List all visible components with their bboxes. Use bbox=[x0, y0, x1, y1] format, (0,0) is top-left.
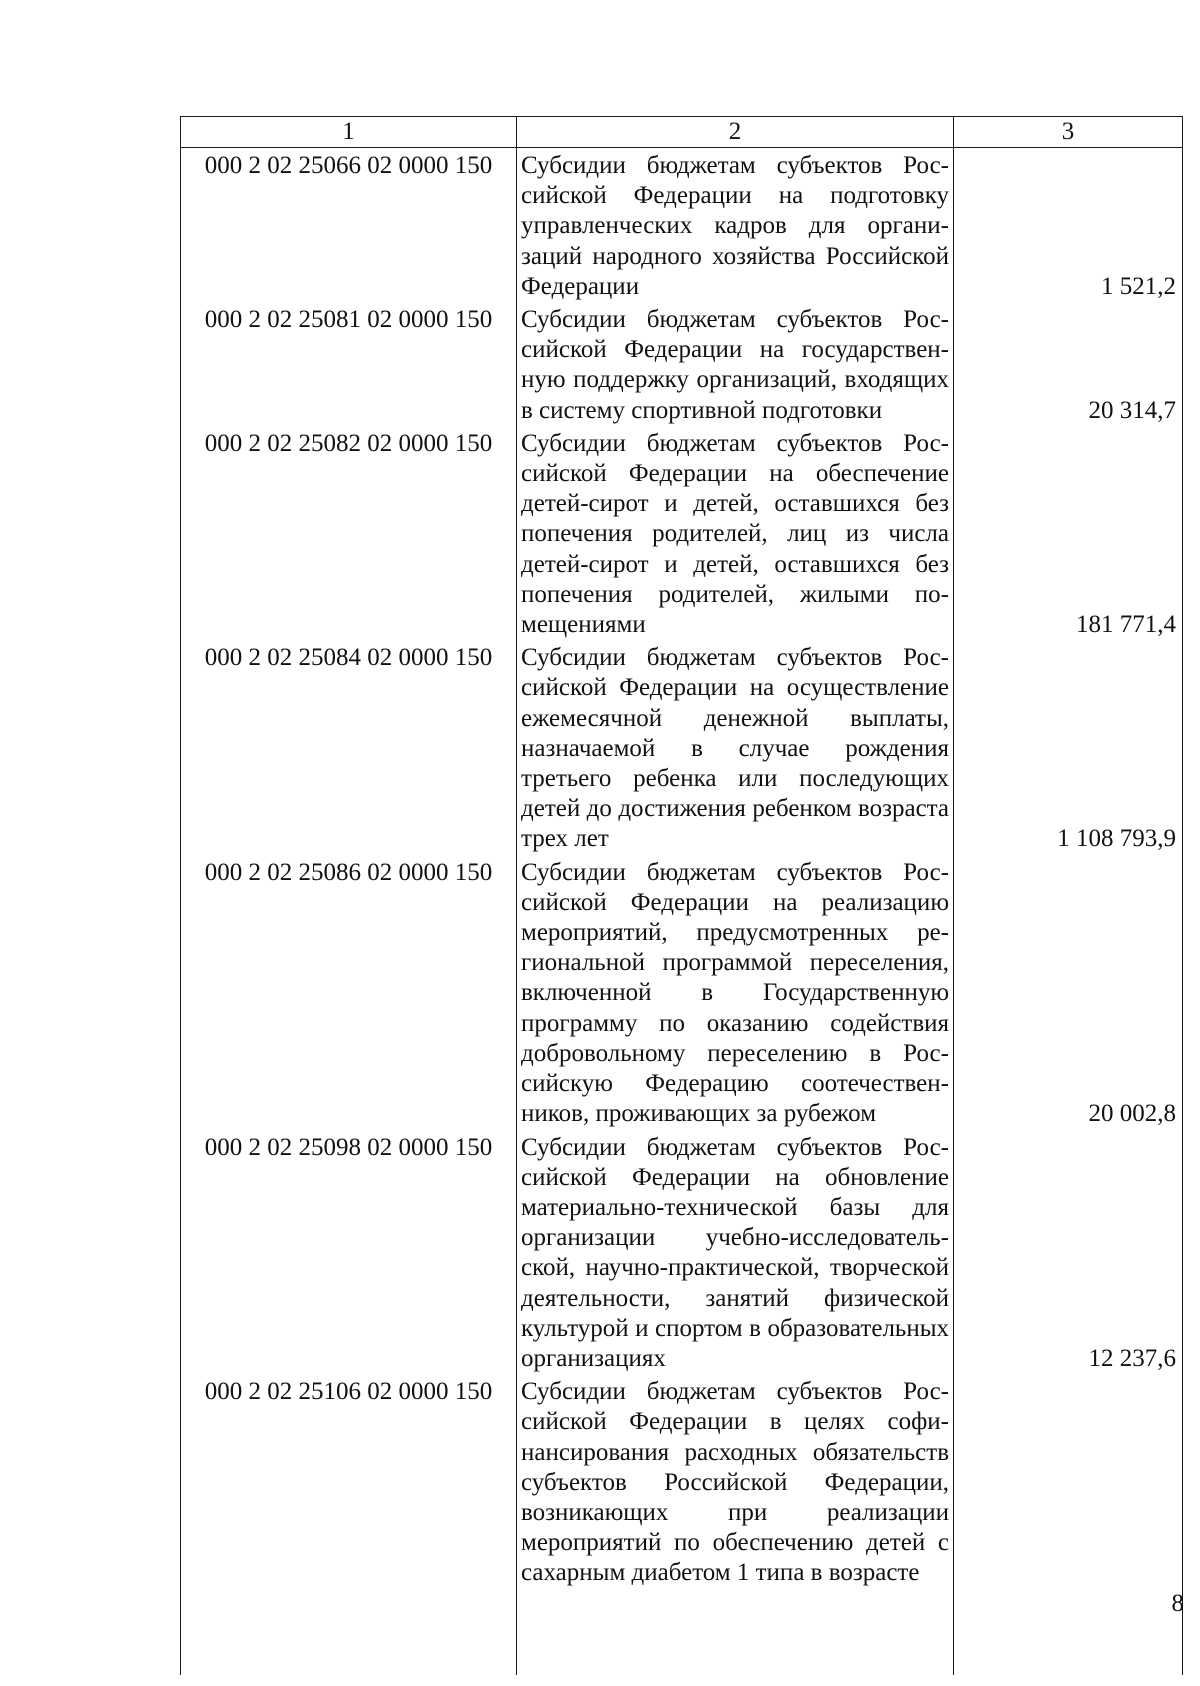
row-code: 000 2 02 25081 02 0000 150 bbox=[181, 302, 517, 426]
table-row bbox=[181, 426, 1183, 640]
row-amount: 181 771,4 bbox=[954, 426, 1183, 640]
budget-table bbox=[180, 116, 1183, 1675]
row-description: Субсидии бюджетам субъектов Российской Федерации в целях софинансирования расходных обязательств субъектов Российской Федерации, возникающих при реализации мероприятий по обеспечению детей с сахарным диабетом 1 типа в возрасте bbox=[517, 1374, 954, 1675]
row-description: Субсидии бюджетам субъектов Российской Федерации на обеспечение детей-сирот и детей, оставшихся без попечения родителей, лиц из числа детей-сирот и детей, оставшихся без попечения родителей, жилыми помещениями bbox=[517, 426, 954, 640]
row-amount: 1 108 793,9 bbox=[954, 640, 1183, 854]
row-code: 000 2 02 25098 02 0000 150 bbox=[181, 1130, 517, 1375]
row-code: 000 2 02 25066 02 0000 150 bbox=[181, 148, 517, 303]
table-row bbox=[181, 640, 1183, 854]
row-description: Субсидии бюджетам субъектов Российской Федерации на обновление материально-технической базы для организации учебно-исследовательской, научно-практической, творческой деятельности, занятий физической культурой и спортом в образовательных организациях bbox=[517, 1130, 954, 1375]
column-header-2: 2 bbox=[517, 117, 954, 148]
table-row bbox=[181, 302, 1183, 426]
row-amount bbox=[954, 1374, 1183, 1675]
column-header-1: 1 bbox=[181, 117, 517, 148]
row-description: Субсидии бюджетам субъектов Российской Федерации на государственную поддержку организаций, входящих в систему спортивной подготовки bbox=[517, 302, 954, 426]
row-code: 000 2 02 25086 02 0000 150 bbox=[181, 855, 517, 1130]
table-row bbox=[181, 855, 1183, 1130]
row-amount: 20 314,7 bbox=[954, 302, 1183, 426]
column-header-3: 3 bbox=[954, 117, 1183, 148]
row-description: Субсидии бюджетам субъектов Российской Федерации на осуществление ежемесячной денежной выплаты, назначаемой в случае рождения третьего ребенка или последующих детей до достижения ребенком возраста трех лет bbox=[517, 640, 954, 854]
row-code: 000 2 02 25084 02 0000 150 bbox=[181, 640, 517, 854]
table-row bbox=[181, 148, 1183, 303]
row-amount: 12 237,6 bbox=[954, 1130, 1183, 1375]
page-number: 8 bbox=[1171, 1590, 1184, 1617]
row-amount: 20 002,8 bbox=[954, 855, 1183, 1130]
table-row bbox=[181, 1130, 1183, 1375]
row-code: 000 2 02 25106 02 0000 150 bbox=[181, 1374, 517, 1675]
row-code: 000 2 02 25082 02 0000 150 bbox=[181, 426, 517, 640]
table-row bbox=[181, 1374, 1183, 1675]
row-description: Субсидии бюджетам субъектов Российской Федерации на реализацию мероприятий, предусмотренных региональной программой переселения, включенной в Государственную программу по оказанию содействия добровольному переселению в Российскую Федерацию соотечественников, проживающих за рубежом bbox=[517, 855, 954, 1130]
row-amount: 1 521,2 bbox=[954, 148, 1183, 303]
table-header-row bbox=[181, 117, 1183, 148]
row-description: Субсидии бюджетам субъектов Российской Федерации на подготовку управленческих кадров для организаций народного хозяйства Российской Федерации bbox=[517, 148, 954, 303]
